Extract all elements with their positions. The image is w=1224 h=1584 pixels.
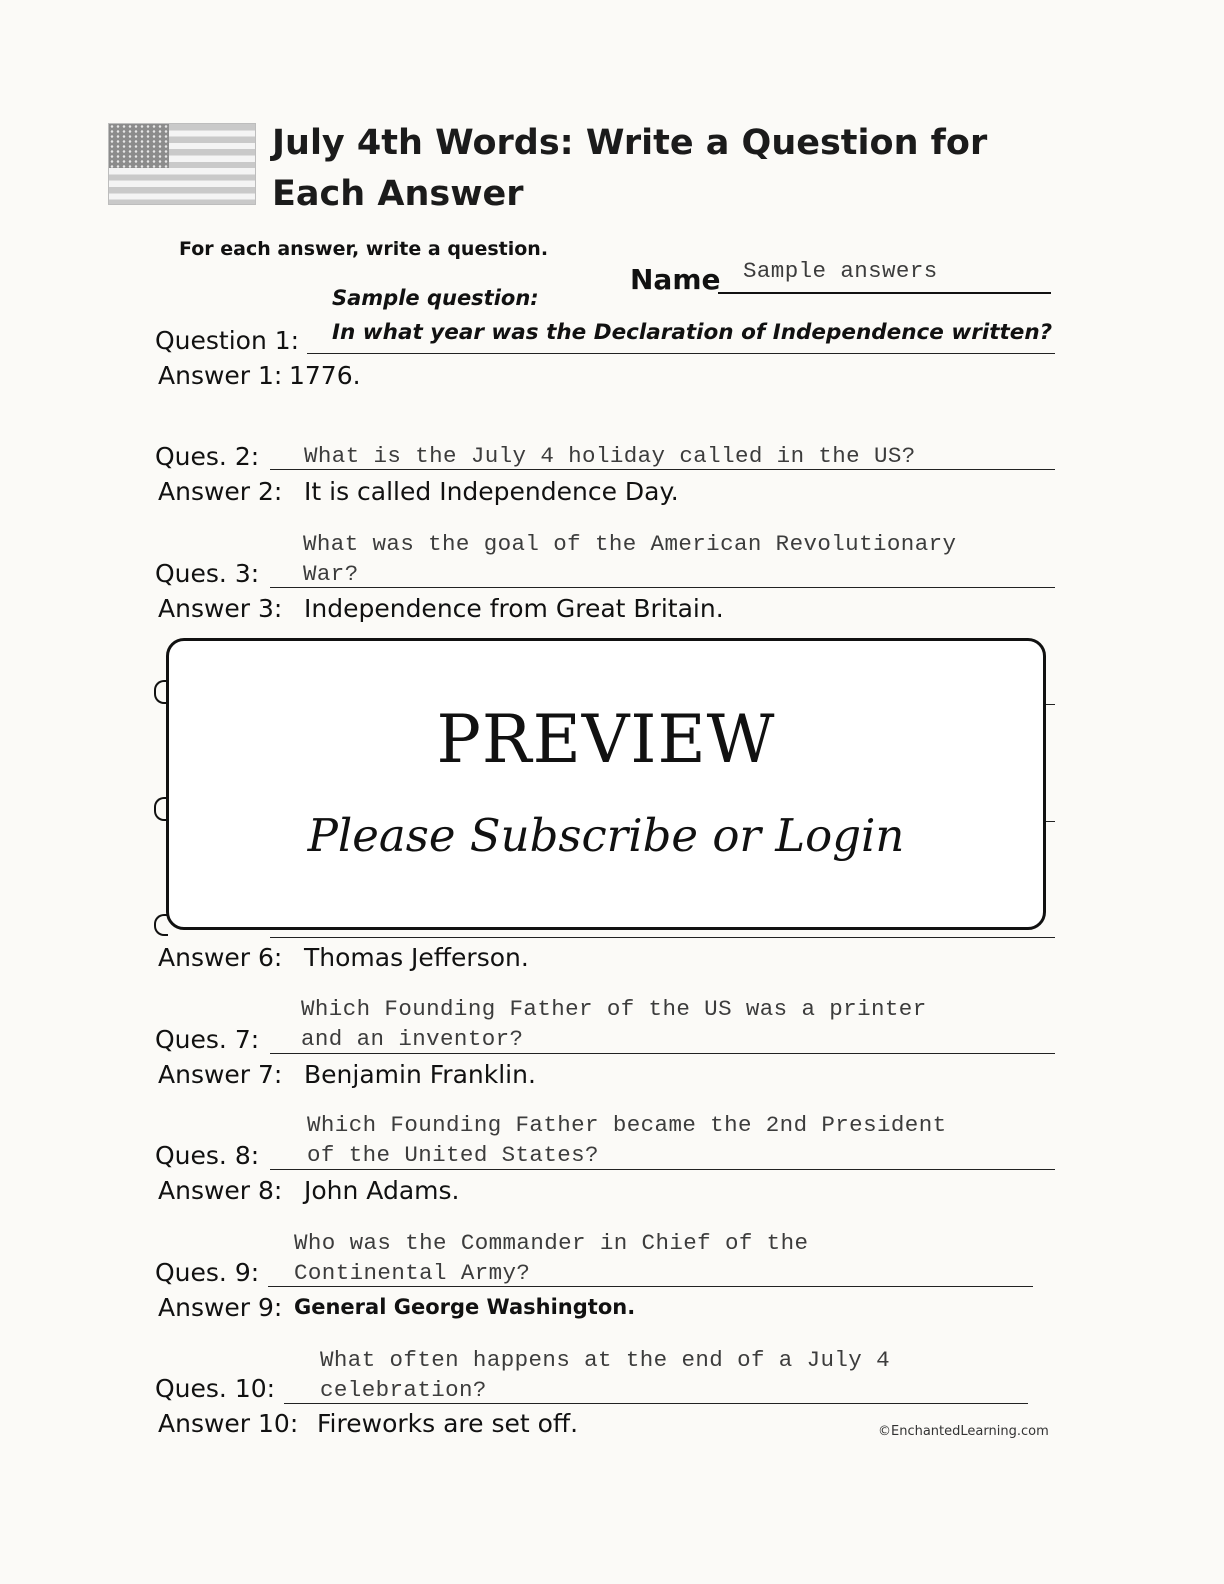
- name-line: [718, 292, 1051, 294]
- question-7-label: Ques. 7:: [155, 1025, 260, 1054]
- question-9-text: Who was the Commander in Chief of the Continental Army?: [294, 1230, 809, 1286]
- question-6-line: [270, 937, 1055, 938]
- question-1-text: In what year was the Declaration of Independence written?: [332, 320, 1053, 345]
- answer-10-label: Answer 10:: [158, 1409, 299, 1438]
- answer-3-text: Independence from Great Britain.: [304, 594, 724, 623]
- question-9-line: [268, 1286, 1033, 1287]
- question-2-text: What is the July 4 holiday called in the US?: [304, 443, 916, 469]
- answer-7-label: Answer 7:: [158, 1060, 283, 1089]
- sample-question-label: Sample question:: [332, 286, 539, 310]
- answer-10-text: Fireworks are set off.: [317, 1409, 579, 1438]
- answer-2-label: Answer 2:: [158, 477, 283, 506]
- answer-1-text: 1776.: [289, 361, 361, 390]
- answer-1-label: Answer 1:: [158, 361, 283, 390]
- question-10-text: What often happens at the end of a July 4 celebration?: [320, 1347, 890, 1403]
- instructions: For each answer, write a question.: [179, 238, 549, 260]
- question-8-text: Which Founding Father became the 2nd President of the United States?: [307, 1112, 947, 1168]
- question-8-label: Ques. 8:: [155, 1141, 260, 1170]
- question-8-line: [270, 1169, 1055, 1170]
- preview-overlay[interactable]: [166, 638, 1046, 930]
- question-2-line: [270, 469, 1055, 470]
- name-field: Sample answers: [743, 258, 938, 284]
- question-1-line: [307, 353, 1055, 354]
- answer-2-text: It is called Independence Day.: [304, 477, 679, 506]
- subscribe-login-prompt[interactable]: Please Subscribe or Login: [307, 809, 905, 862]
- question-3-line: [270, 587, 1055, 588]
- answer-9-text: General George Washington.: [294, 1295, 636, 1319]
- answer-3-label: Answer 3:: [158, 594, 283, 623]
- question-7-text: Which Founding Father of the US was a printer and an inventor?: [301, 996, 927, 1052]
- us-flag-icon: [108, 123, 256, 205]
- question-7-line: [270, 1053, 1055, 1054]
- copyright-credit: ©EnchantedLearning.com: [878, 1424, 1049, 1439]
- name-label: Name: [630, 263, 721, 296]
- question-10-line: [284, 1403, 1028, 1404]
- question-10-label: Ques. 10:: [155, 1374, 276, 1403]
- answer-6-label: Answer 6:: [158, 943, 283, 972]
- page-title: July 4th Words: Write a Question for Each Answer: [272, 123, 988, 214]
- answer-6-text: Thomas Jefferson.: [304, 943, 529, 972]
- answer-8-label: Answer 8:: [158, 1176, 283, 1205]
- question-3-text: What was the goal of the American Revolutionary War?: [303, 531, 957, 587]
- answer-9-label: Answer 9:: [158, 1293, 283, 1322]
- question-3-label: Ques. 3:: [155, 559, 260, 588]
- question-2-label: Ques. 2:: [155, 442, 260, 471]
- answer-7-text: Benjamin Franklin.: [304, 1060, 536, 1089]
- answer-8-text: John Adams.: [304, 1176, 460, 1205]
- question-9-label: Ques. 9:: [155, 1258, 260, 1287]
- preview-title: PREVIEW: [436, 701, 776, 778]
- question-1-label: Question 1:: [155, 326, 300, 355]
